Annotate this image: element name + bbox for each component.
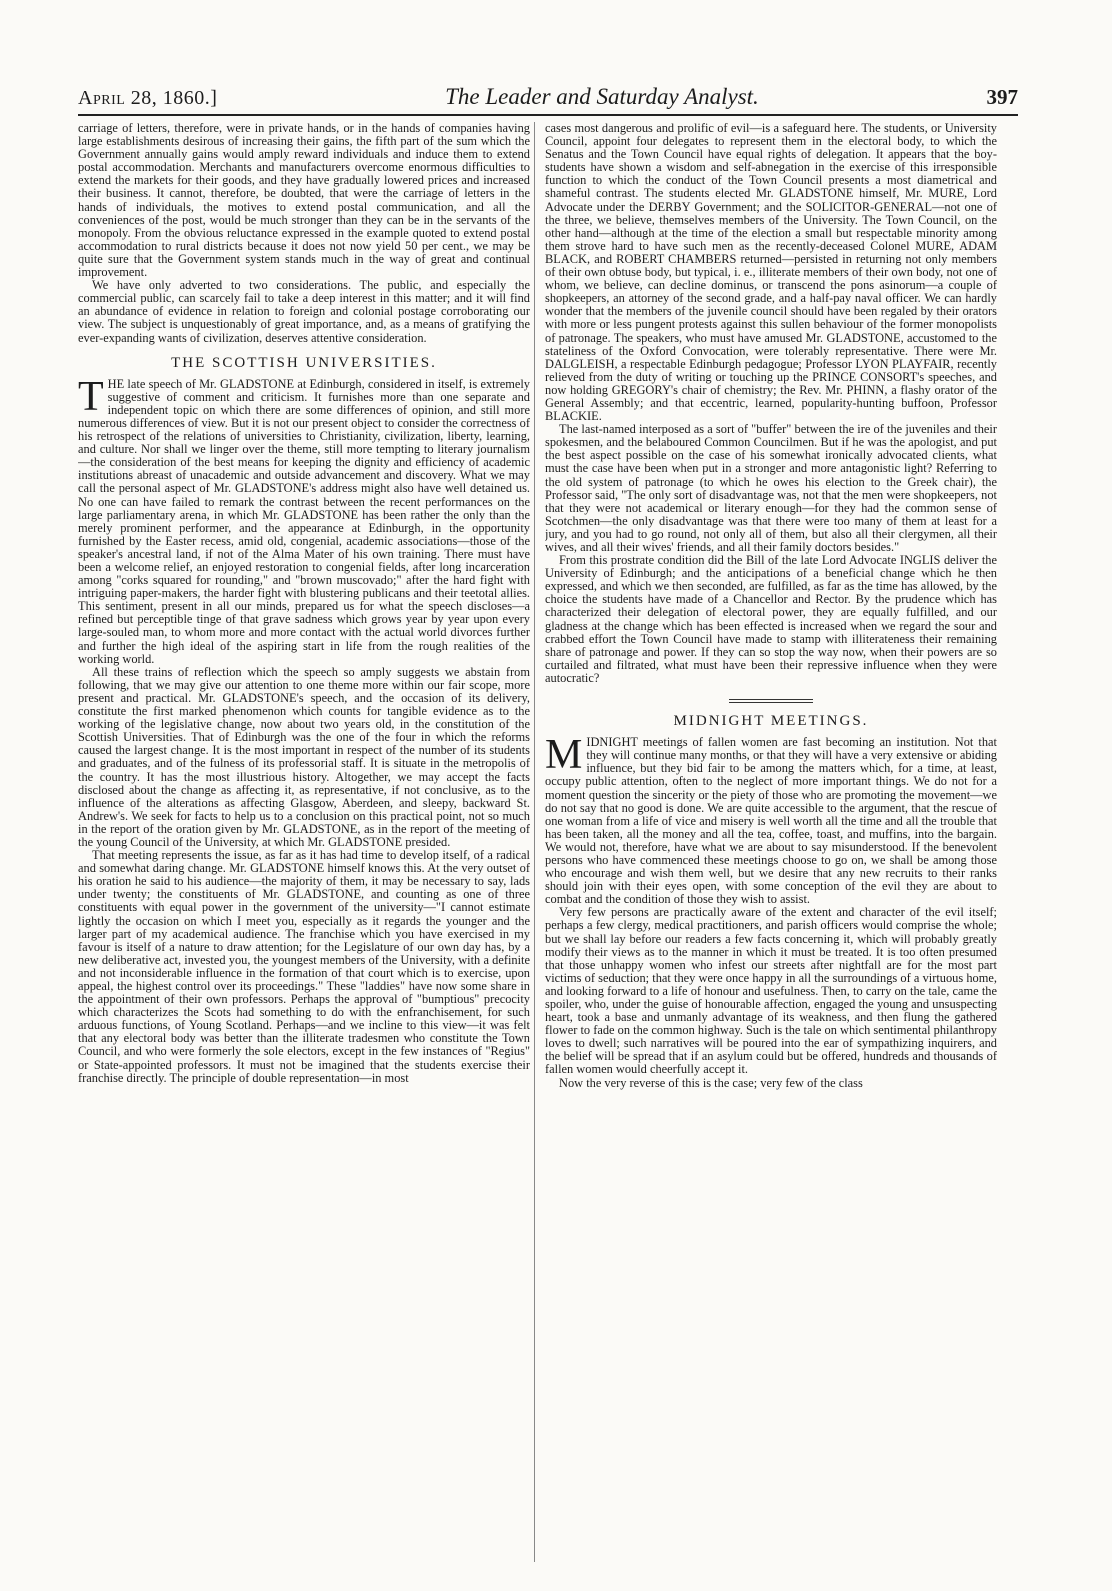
article-paragraph: We have only adverted to two considerations. The public, and especially the commercial public, can scarcely fail to take a deep interest in this matter; and it will find an abundance of evidence in relation to foreign and colonial postage corroborating our view. The subject is unquestionably of great importance, and, as a means of gratifying the ever-expanding wants of civilization, deserves attentive consideration. [78,278,530,345]
article-opening-paragraph [545,732,997,907]
article-paragraph: carriage of letters, therefore, were in private hands, or in the hands of companies having large establishments desirous of increasing their gains, the fifth part of the sum which the Government annually gains would amply reward individuals and induce them to extend postal accommodation. Merchants and manufacturers overcome enormous difficulties to extend the markets for their goods, and they have gradually lowered prices and increased their business. It cannot, therefore, be doubted, that were the carriage of letters in the hands of individuals, the motives to extend postal communication, and all the conveniences of the post, would be much stronger than they can be in the servants of the monopoly. From the obvious reluctance expressed in the example quoted to extend postal accommodation to rural districts because it does not now yield 50 per cent., we may be quite sure that the Government system stands much in the way of great and continual improvement. [78,122,530,280]
page-number: 397 [986,85,1018,109]
publication-title: The Leader and Saturday Analyst. [445,84,759,109]
drop-cap: T [78,373,104,420]
article-paragraph: All these trains of reflection which the speech so amply suggests we abstain from following, that we may give our attention to one theme more within our fair scope, more present and practical. Mr. GLADSTONE's speech, and the occasion of its delivery, constitute the first marked phenomenon which counts for tangible evidence as to the working of the legislative change, now about two years old, in the constitution of the Scottish Universities. That of Edinburgh was the one of the four in which the reforms caused the largest change. It is the most important in respect of the number of its students and graduates, and of the fulness of its professorial staff. It is situate in the metropolis of the country. It has the most illustrious history. Altogether, we may accept the facts disclosed about the change as affecting it, as representative, if not conclusive, as to the influence of the alterations as affecting Glasgow, Aberdeen, and sleepy, backward St. Andrew's. We seek for facts to help us to a conclusion on this practical point, not so much in the report of the oration given by Mr. GLADSTONE, as in the report of the meeting of the young Council of the University, at which Mr. GLADSTONE presided. [78,664,530,849]
column-divider [534,122,535,1562]
opening-text: HE late speech of Mr. GLADSTONE at Edinburgh, considered in itself, is extremely suggestive of comment and criticism. It furnishes more than one separate and independent topic on which there are some differences of opinion, and still more numerous differences of view. But it is not our present object to consider the correctness of his retrospect of the relations of universities to Christianity, civilization, liberty, learning, and culture. Nor shall we linger over the theme, still more tempting to literary journalism—the consideration of the best means for keeping the dignity and efficiency of academic institutions abreast of unacademic and outside advancement and discovery. What we may call the personal aspect of Mr. GLADSTONE's address might also have well detained us. No one can have failed to remark the contrast between the recent performances on the large parliamentary arena, in which Mr. GLADSTONE has been rather the only than the merely prominent performer, and the appearance at Edinburgh, in the opportunity furnished by the Easter recess, amid old, congenial, academic associations—those of the speaker's ancestral land, if not of the Alma Mater of his own training. There must have been a welcome relief, an enjoyed restoration to congenial fields, after long incarceration among "corks squared for rounding," and "brown muscovado;" after the hard fight with intriguing paper-makers, the harder fight with blustering publicans and their teetotal allies. This sentiment, present in all our minds, prepared us for what the speech discloses—a refined but perceptible tinge of that grave sadness which grows year by year upon every large-souled man, to whom more and more contact with the actual world divorces further and further the high ideal of the aspiring start in life from the rough realities of the working world. [78,376,530,666]
section-divider [729,699,813,703]
section-title-midnight-meetings: MIDNIGHT MEETINGS. [673,713,869,730]
article-paragraph: From this prostrate condition did the Bill of the late Lord Advocate INGLIS deliver the University of Edinburgh; and the anticipations of a beneficial change which he then expressed, and which we then seconded, are fulfilled, as far as the time has allowed, by the choice the students have made of a Chancellor and Rector. By the prudence which has characterized their delegation of electoral power, they are equally fulfilled, and our gladness at the change which has been effected is increased when we regard the sour and crabbed effort the Town Council have made to stamp with illiterateness their remaining share of patronage and power. If they can so stop the way now, when their powers are so curtailed and filtrated, what must have been their repressive influence when they were autocratic? [545,553,997,685]
article-paragraph: cases most dangerous and prolific of evil—is a safeguard here. The students, or University Council, appoint four delegates to represent them in the electoral body, to which the Senatus and the Town Council have equal rights of delegation. It appears that the boy-students have shown a wisdom and self-abnegation in the exercise of this irresponsible function to which the conduct of the Town Council presents a most diametrical and shameful contrast. The students elected Mr. GLADSTONE himself, Mr. MURE, Lord Advocate under the DERBY Government; and the SOLICITOR-GENERAL—not one of the three, we believe, themselves members of the University. The Town Council, on the other hand—although at the time of the election a small but respectable minority among them strove hard to have such men as the recently-deceased Colonel MURE, ADAM BLACK, and ROBERT CHAMBERS returned—persisted in returning not only members of their own obtuse body, but typical, i. e., illiterate members of their own body, not one of whom, we believe, can decline dominus, or transcend the pons asinorum—a couple of shopkeepers, an attorney of the second grade, and a half-pay naval officer. We can hardly wonder that the members of the juvenile council should have been regaled by their orators with more or less pungent protests against this sullen behaviour of the former monopolists of patronage. The speakers, who must have amused Mr. GLADSTONE, accustomed to the stateliness of the Oxford Convocation, were tolerably representative. There were Mr. DALGLEISH, a respectable Edinburgh pedagogue; Professor LYON PLAYFAIR, recently relieved from the duty of writing or touching up the PRINCE CONSORT's speeches, and now holding GREGORY's chair of chemistry; the Rev. Mr. PHINN, a flashy orator of the General Assembly; and that eccentric, learned, popularity-hunting buffoon, Professor BLACKIE. [545,122,997,424]
section-title-scottish-universities: THE SCOTTISH UNIVERSITIES. [171,354,437,371]
article-paragraph: Now the very reverse of this is the case; very few of the class [559,1075,863,1090]
left-column [78,122,530,1562]
opening-text: IDNIGHT meetings of fallen women are fast becoming an institution. Not that they will continue many months, or that they will have a very extensive or abiding influence, but they bid fair to be among the matters which, for a time, at least, occupy public attention, often to the neglect of more important things. We do not for a moment question the sincerity or the piety of those who are promoting the movement—we do not say that no good is done. We are quite accessible to the argument, that the rescue of one woman from a life of vice and misery is well worth all the time and all the trouble that has been taken, all the money and all the tea, coffee, toast, and muffins, into the bargain. We would not, therefore, have what we are about to say misunderstood. If the benevolent persons who have commenced these meetings choose to go on, we shall be among those who encourage and wish them well, but we desire that any new recruits to their ranks should join with their eyes open, with some conception of the evil they are about to combat and the condition of those they wish to assist. [545,735,997,907]
article-opening-paragraph [78,373,530,666]
article-paragraph: That meeting represents the issue, as far as it has had time to develop itself, of a radical and somewhat daring change. Mr. GLADSTONE himself knows this. At the very outset of his oration he said to his audience—the majority of them, it may be necessary to say, lads under twenty; the constituents of Mr. GLADSTONE, and counting as one of three constituents with equal power in the government of the university—"I cannot estimate lightly the occasion on which I meet you, especially as it regards the younger and the larger part of my academical audience. The franchise which you have exercised in my favour is itself of a nature to draw attention; for the Legislature of our own day has, by a new deliberative act, invested you, the youngest members of the University, with a definite and not inconsiderable influence in the formation of that court which is to exercise, upon appeal, the highest control over its proceedings." These "laddies" have now some share in the appointment of their own professors. Perhaps the approval of "bumptious" precocity which characterizes the Scots had something to do with the enfranchisement, for such arduous functions, of Young Scotland. Perhaps—and we incline to this view—it was felt that any electoral body was better than the illiterate tradesmen who constitute the Town Council, and who were formerly the sole electors, except in the few instances of "Regius" or State-appointed professors. It must not be imagined that the students exercise their franchise directly. The principle of double representation—in most [78,848,530,1085]
drop-cap: M [545,732,583,779]
article-paragraph: Very few persons are practically aware of the extent and character of the evil itself; perhaps a few clergy, medical practitioners, and parish officers would comprise the whole; but we shall lay before our readers a few facts concerning it, which will probably greatly modify their views as to the manner in which it must be treated. It is too often presumed that those unhappy women who infest our streets after nightfall are for the most part victims of seduction; that they were once happy in all the surroundings of a virtuous home, and looking forward to a life of honour and usefulness. Then, to carry on the tale, came the spoiler, who, under the guise of honourable affection, engaged the young and unsuspecting heart, took a base and unmanly advantage of its weakness, and then flung the gathered flower to fade on the common highway. Such is the tale on which sentimental philanthropy loves to dwell; such narratives will be poured into the ear of sympathizing inquirers, and the belief will be spread that if an asylum could but be offered, hundreds and thousands of fallen women would cheerfully accept it. [545,905,997,1077]
right-column [545,122,997,1562]
issue-date: April 28, 1860.] [78,87,218,109]
article-paragraph: The last-named interposed as a sort of "buffer" between the ire of the juveniles and their spokesmen, and the belaboured Common Councilmen. But if he was the apologist, and put the best aspect possible on the case of his somewhat ironically advocated clients, what must the case have been when put in a stronger and more antagonistic light? Referring to the old system of patronage (to which he owes his election to the Greek chair), the Professor said, "The only sort of disadvantage was, not that the men were shopkeepers, not that they were not academical or literary enough—for they had the common sense of Scotchmen—the only disadvantage was that there were too many of them at least for a jury, and you had to go round, not only all of them, but also all their clergymen, all their wives, and all their wives' friends, and all their family doctors besides." [545,422,997,554]
page-header [78,76,1018,116]
